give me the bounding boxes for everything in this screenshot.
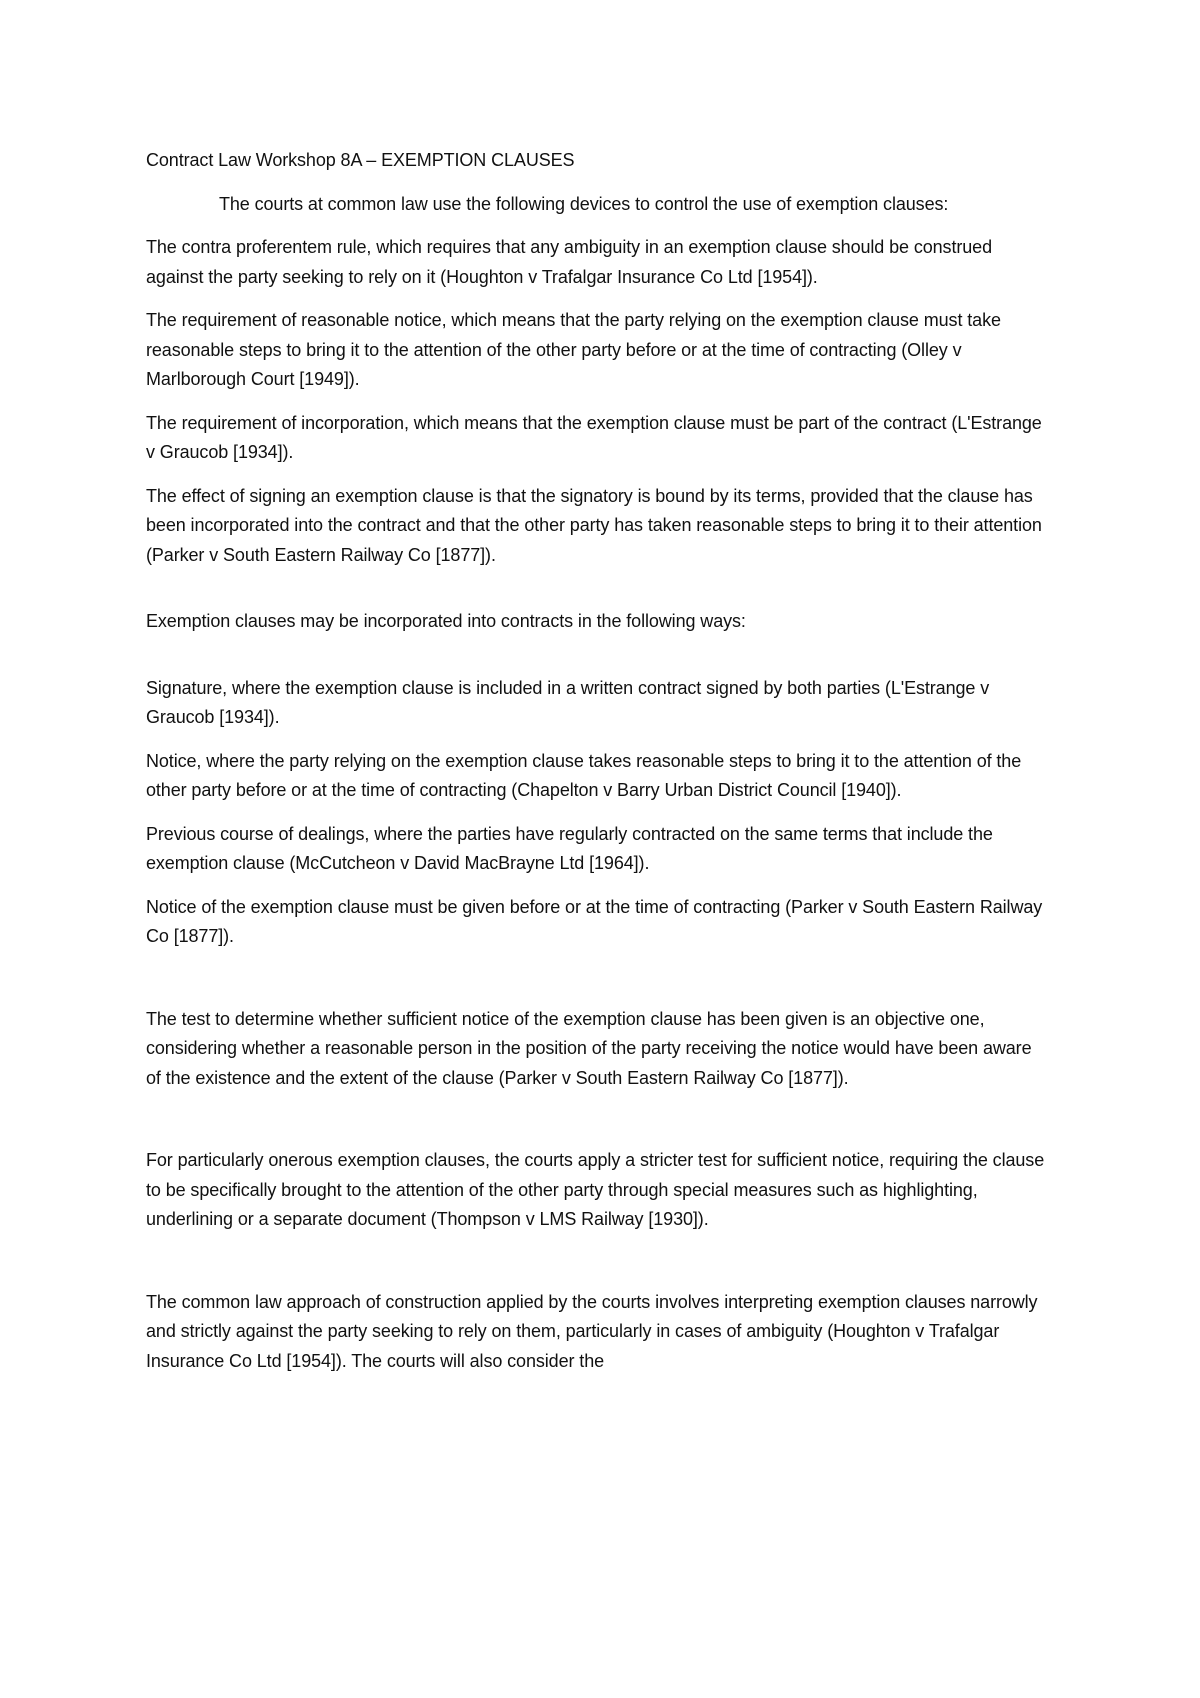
notice-paragraph: Notice, where the party relying on the exemption clause takes reasonable steps to bring it to the attention of the other party before or at the time of contracting (Chapelton v Barry Urban District Council [1940]). — [146, 750, 1022, 800]
incorporation-ways-heading: Exemption clauses may be incorporated into contracts in the following ways: — [146, 611, 746, 631]
document-body — [146, 146, 1051, 1390]
signature-paragraph: Signature, where the exemption clause is included in a written contract signed by both parties (L'Estrange v Graucob [1934]). — [146, 677, 990, 727]
onerous-clauses-paragraph: For particularly onerous exemption clauses, the courts apply a stricter test for sufficient notice, requiring the clause to be specifically brought to the attention of the other party through special measures such as highlighting, underlining or a separate document (Thompson v LMS Railway [1930]). — [146, 1150, 1045, 1229]
course-of-dealings-paragraph: Previous course of dealings, where the parties have regularly contracted on the same terms that include the exemption clause (McCutcheon v David MacBrayne Ltd [1964]). — [146, 823, 993, 873]
reasonable-notice-paragraph: The requirement of reasonable notice, which means that the party relying on the exemption clause must take reasonable steps to bring it to the attention of the other party before or at the time of contracting (Olley v Marlborough Court [1949]). — [146, 310, 1001, 389]
construction-approach-paragraph: The common law approach of construction applied by the courts involves interpreting exemption clauses narrowly and strictly against the party seeking to rely on them, particularly in cases of ambiguity (Houghton v Trafalgar Insurance Co Ltd [1954]). The courts will also consider the — [146, 1291, 1038, 1371]
incorporation-paragraph: The requirement of incorporation, which means that the exemption clause must be part of the contract (L'Estrange v Graucob [1934]). — [146, 412, 1042, 462]
sufficient-notice-test-paragraph: The test to determine whether sufficient notice of the exemption clause has been given is an objective one, considering whether a reasonable person in the position of the party receiving the notice would have been aware of the existence and the extent of the clause (Parker v South Eastern Railway Co [1877]). — [146, 1008, 1032, 1088]
intro-paragraph: The courts at common law use the following devices to control the use of exemption clauses: — [219, 193, 949, 214]
signing-effect-paragraph: The effect of signing an exemption clause is that the signatory is bound by its terms, provided that the clause has been incorporated into the contract and that the other party has taken reasonable steps to bring it to their attention (Parker v South Eastern Railway Co [1877]). — [146, 485, 1042, 565]
notice-timing-paragraph: Notice of the exemption clause must be given before or at the time of contracting (Parker v South Eastern Railway Co [1877]). — [146, 896, 1043, 946]
contra-proferentem-paragraph: The contra proferentem rule, which requires that any ambiguity in an exemption clause should be construed against the party seeking to rely on it (Houghton v Trafalgar Insurance Co Ltd [1954]). — [146, 237, 992, 287]
document-title: Contract Law Workshop 8A – EXEMPTION CLAUSES — [146, 150, 575, 170]
